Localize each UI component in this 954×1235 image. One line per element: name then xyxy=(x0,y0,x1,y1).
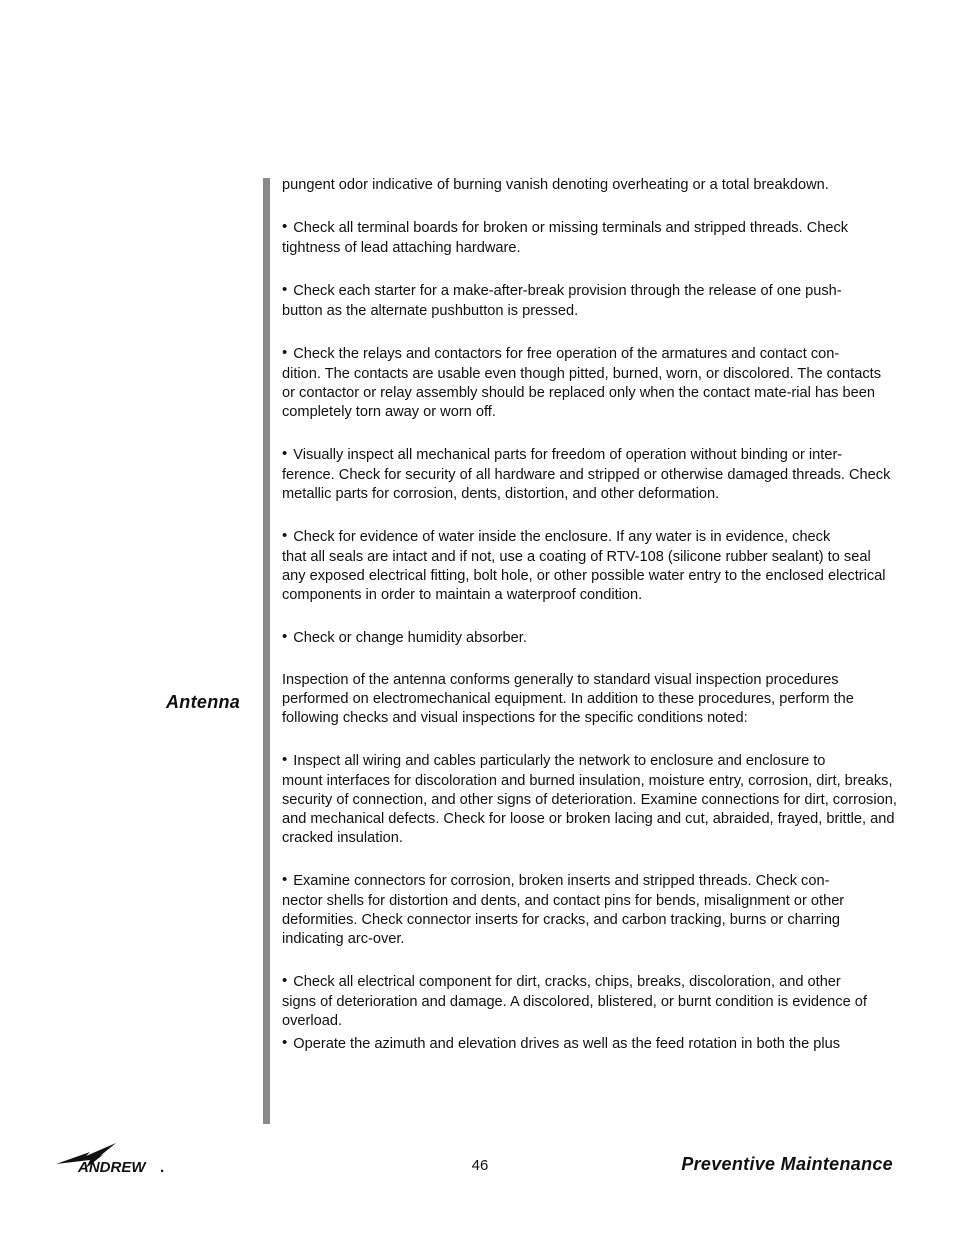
bullet-item xyxy=(282,971,898,1031)
bullet-continuation: signs of deterioration and damage. A discolored, blistered, or burnt condition is evidence of overload. xyxy=(282,994,867,1029)
bullet-first-line: Visually inspect all mechanical parts for freedom of operation without binding or inter- xyxy=(293,447,843,463)
page-number: 46 xyxy=(471,1157,489,1174)
bullet-item xyxy=(282,444,898,504)
bullet-glyph: • xyxy=(282,972,288,989)
bullet-first-line: Check all terminal boards for broken or missing terminals and stripped threads. Check xyxy=(293,220,849,236)
bullet-first-line: Check or change humidity absorber. xyxy=(293,630,527,646)
logo-mark: . xyxy=(160,1159,165,1176)
bullet-continuation: tightness of lead attaching hardware. xyxy=(282,240,521,256)
bullet-first-line: Check for evidence of water inside the enclosure. If any water is in evidence, check xyxy=(293,529,831,545)
bullet-glyph: • xyxy=(282,628,288,645)
bullet-item xyxy=(282,750,898,848)
bullet-first-line: Examine connectors for corrosion, broken inserts and stripped threads. Check con- xyxy=(293,873,830,889)
bullet-item xyxy=(282,526,898,605)
andrew-logo xyxy=(56,1142,172,1176)
bullet-continuation: nector shells for distortion and dents, and contact pins for bends, misalignment or other deformities. Check connector inserts for cracks, and carbon tracking, burns or charring indicating arc-over. xyxy=(282,893,845,947)
bullet-continuation: mount interfaces for discoloration and burned insulation, moisture entry, corrosion, dirt, breaks, security of connection, and other signs of deterioration. Examine connections for dirt, corrosion, and mechanical defects. Check for loose or broken lacing and cut, abraided, frayed, brittle, and cracked insulation. xyxy=(282,773,897,846)
bullet-item xyxy=(282,280,898,321)
bullet-first-line: Check the relays and contactors for free operation of the armatures and contact con- xyxy=(293,346,840,362)
bullet-glyph: • xyxy=(282,527,288,544)
bullet-first-line: Check each starter for a make-after-break provision through the release of one push- xyxy=(293,283,842,299)
bullet-first-line: Operate the azimuth and elevation drives as well as the feed rotation in both the plus xyxy=(293,1036,841,1052)
bullet-continuation: dition. The contacts are usable even though pitted, burned, worn, or discolored. The contacts or contactor or relay assembly should be replaced only when the contact mate-rial has been completely torn away or worn off. xyxy=(282,366,881,420)
bullet-glyph: • xyxy=(282,281,288,298)
bullet-first-line: Inspect all wiring and cables particularly the network to enclosure and enclosure to xyxy=(293,753,826,769)
lightning-bolt-icon xyxy=(56,1142,172,1176)
bullet-first-line: Check all electrical component for dirt, cracks, chips, breaks, discoloration, and other xyxy=(293,974,841,990)
footer-section-title: Preventive Maintenance xyxy=(681,1154,893,1174)
bullet-glyph: • xyxy=(282,218,288,235)
bullet-item xyxy=(282,1033,898,1055)
section-heading-antenna: Antenna xyxy=(166,692,241,712)
body-text xyxy=(282,176,898,1077)
logo-wordmark: ANDREW xyxy=(78,1159,146,1176)
margin-rule xyxy=(263,178,270,1124)
bullet-glyph: • xyxy=(282,344,288,361)
bullet-item xyxy=(282,217,898,258)
bullet-continuation: button as the alternate pushbutton is pressed. xyxy=(282,303,579,319)
bullet-glyph: • xyxy=(282,871,288,888)
bullet-item xyxy=(282,343,898,422)
bullet-glyph: • xyxy=(282,751,288,768)
intro-paragraph: pungent odor indicative of burning vanish denoting overheating or a total breakdown. xyxy=(282,177,829,193)
bullet-continuation: ference. Check for security of all hardware and stripped or otherwise damaged threads. Check metallic parts for corrosion, dents, distortion, and other deformation. xyxy=(282,467,891,502)
bullet-item xyxy=(282,870,898,949)
antenna-intro-paragraph: Inspection of the antenna conforms generally to standard visual inspection procedures performed on electromechanical equipment. In addition to these procedures, perform the following checks and visual inspections for the specific conditions noted: xyxy=(282,672,854,726)
bullet-glyph: • xyxy=(282,445,288,462)
bullet-continuation: that all seals are intact and if not, use a coating of RTV-108 (silicone rubber sealant) to seal any exposed electrical fitting, bolt hole, or other possible water entry to the enclosed electrical components in order to maintain a waterproof condition. xyxy=(282,549,886,603)
bullet-item xyxy=(282,627,898,649)
bullet-glyph: • xyxy=(282,1034,288,1051)
